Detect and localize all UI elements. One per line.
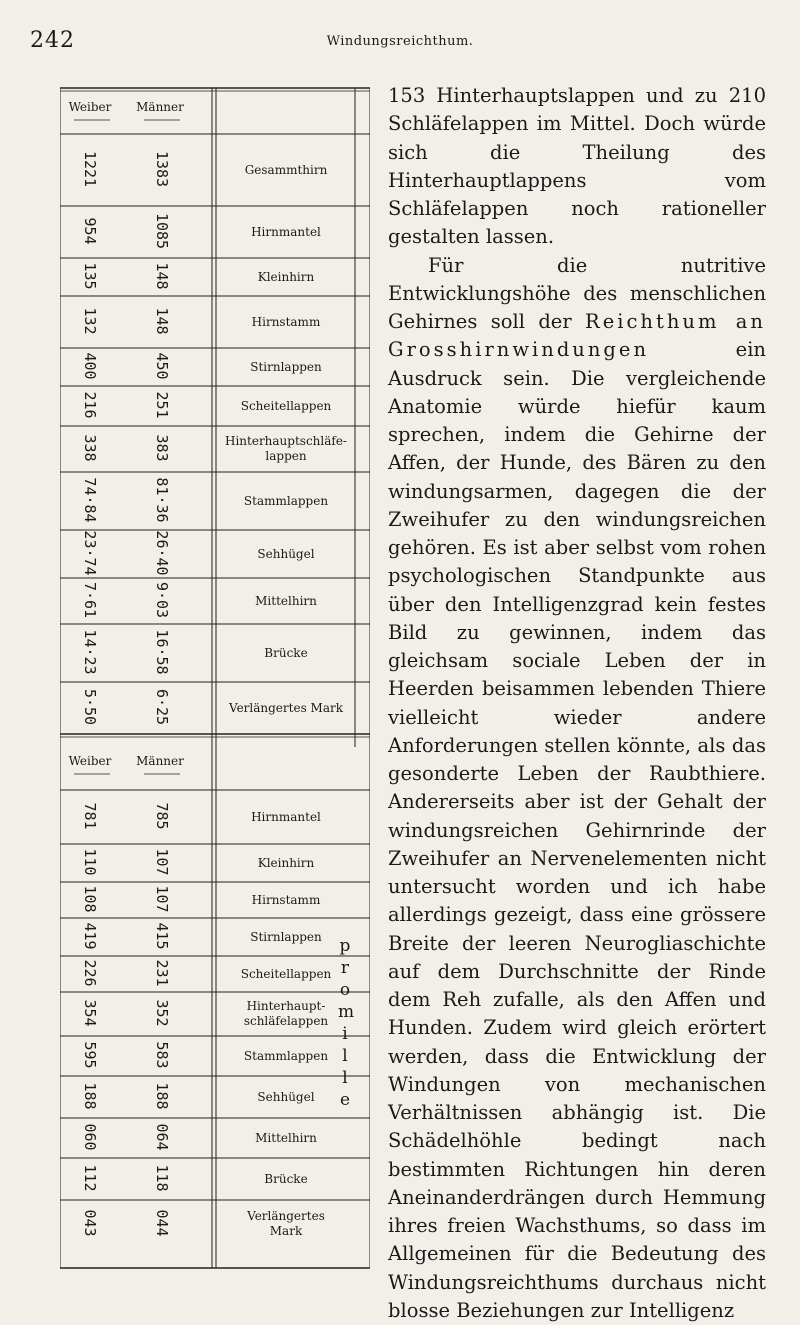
group2-cell-women: 188 <box>81 1064 99 1128</box>
group1-cell-women: 1221 <box>81 137 99 201</box>
group1-row-label: Verlängertes Mark <box>216 701 356 716</box>
group2-row-label: Stammlappen <box>216 1049 356 1064</box>
group1-row-label: Kleinhirn <box>216 270 356 285</box>
group1-row-label: Mittelhirn <box>216 594 356 609</box>
group2-cell-women: 354 <box>81 981 99 1045</box>
promille-vertical: p r o m i l l e <box>338 936 354 1110</box>
body-text <box>388 82 766 1325</box>
group1-row-label: Stammlappen <box>216 494 356 509</box>
group2-cell-men: 415 <box>153 904 171 968</box>
group1-cell-men: 148 <box>153 244 171 308</box>
group2-cell-men: 044 <box>153 1191 171 1255</box>
group1-cell-women: 14·23 <box>81 620 99 684</box>
group1-cell-men: 251 <box>153 373 171 437</box>
group2-cell-men: 231 <box>153 941 171 1005</box>
group1-cell-women: 23·74 <box>81 521 99 585</box>
group2-cell-women: 060 <box>81 1105 99 1169</box>
group1-row-label: Hirnmantel <box>216 225 356 240</box>
paragraph-2-start: Für die nutritive Entwicklungshöhe des menschlichen Gehirnes soll der <box>388 254 766 334</box>
group2-row-label: Hirnmantel <box>216 810 356 825</box>
group2-row-label: Hinterhaupt- schläfelappen <box>216 999 356 1029</box>
group1-cell-women: 132 <box>81 289 99 353</box>
group1-cell-men: 1383 <box>153 137 171 201</box>
group1-cell-women: 74·84 <box>81 468 99 532</box>
group2-cell-men: 107 <box>153 830 171 894</box>
group1-row-label: Hinterhauptschläfe- lappen <box>216 434 356 464</box>
group2-row-label: Brücke <box>216 1172 356 1187</box>
group2-cell-men: 064 <box>153 1105 171 1169</box>
group2-cell-women: 043 <box>81 1191 99 1255</box>
paragraph-2-rest: ein Ausdruck sein. Die vergleichende Anatomie würde hiefür kaum sprechen, indem die Gehirne der Affen, der Hunde, des Bären zu den windungsarmen, dagegen die der Zweihufer zu den windungsreichen gehören. Es ist aber selbst vom rohen psychologischen Standpunkte aus über den Intelligenzgrad kein festes Bild zu gewinnen, indem das gleichsam sociale Leben der in Heerden beisammen lebenden Thiere vielleicht wieder andere Anforderungen stellen könnte, als das gesonderte Leben der Raubthiere. Andererseits aber ist der Gehalt der windungsreichen Gehirnrinde der Zweihufer an Nervenelementen nicht untersucht worden und ich habe allerdings gezeigt, dass eine grössere Breite der leeren Neurogliaschichte auf dem Durchschnitte der Rinde dem Reh zufalle, als den Affen und Hunden. Zudem wird gleich erörtert werden, dass die Entwicklung der Windungen von mechanischen Verhältnissen abhängig ist. Die Schädelhöhle bedingt nach bestimmten Richtungen hin deren Aneinanderdrängen durch Hemmung ihres freien Wachsthums, so dass im Allgemeinen für die Bedeutung des Windungsreichthums durchaus nicht blosse Beziehungen zur Intelligenz <box>388 338 766 1322</box>
group1-cell-men: 148 <box>153 289 171 353</box>
group1-cell-women: 400 <box>81 334 99 398</box>
group2-cell-men: 352 <box>153 981 171 1045</box>
group2-cell-women: 781 <box>81 784 99 848</box>
paragraph-2 <box>388 252 766 1325</box>
group2-header-men: Männer <box>130 754 190 768</box>
group2-row-label: Verlängertes Mark <box>216 1209 356 1239</box>
group1-cell-men: 1085 <box>153 199 171 263</box>
group2-cell-women: 226 <box>81 941 99 1005</box>
promille-unit-label <box>338 935 352 1111</box>
brain-weight-table <box>60 82 370 1272</box>
group2-row-label: Sehhügel <box>216 1090 356 1105</box>
paragraph-2-spaced: Reichthum an Grosshirnwindungen <box>388 310 766 361</box>
group2-cell-women: 595 <box>81 1023 99 1087</box>
group2-row-label: Mittelhirn <box>216 1131 356 1146</box>
group1-cell-men: 9·03 <box>153 568 171 632</box>
group1-cell-women: 135 <box>81 244 99 308</box>
group2-cell-men: 785 <box>153 784 171 848</box>
group2-header-women: Weiber <box>60 754 120 768</box>
paragraph-1: 153 Hinterhauptslappen und zu 210 Schläfelappen im Mittel. Doch würde sich die Theilung des Hinterhauptlappens vom Schläfelappen noch rationeller gestalten lassen. <box>388 82 766 252</box>
group1-cell-women: 7·61 <box>81 568 99 632</box>
group1-row-label: Sehhügel <box>216 547 356 562</box>
group1-row-label: Hirnstamm <box>216 315 356 330</box>
group2-cell-women: 110 <box>81 830 99 894</box>
group2-cell-women: 108 <box>81 867 99 931</box>
group1-header-men: Männer <box>130 100 190 114</box>
group1-cell-men: 81·36 <box>153 468 171 532</box>
group1-cell-men: 6·25 <box>153 675 171 739</box>
group2-row-label: Kleinhirn <box>216 856 356 871</box>
group2-cell-men: 107 <box>153 867 171 931</box>
group1-cell-women: 954 <box>81 199 99 263</box>
page-number: 242 <box>30 28 75 53</box>
group1-cell-men: 16·58 <box>153 620 171 684</box>
group1-row-label: Scheitellappen <box>216 399 356 414</box>
group2-cell-men: 583 <box>153 1023 171 1087</box>
group1-cell-women: 5·50 <box>81 675 99 739</box>
group2-row-label: Scheitellappen <box>216 967 356 982</box>
group2-cell-women: 112 <box>81 1146 99 1210</box>
running-title: Windungsreichthum. <box>30 34 770 49</box>
page-header <box>30 28 770 58</box>
group1-cell-women: 338 <box>81 416 99 480</box>
group2-row-label: Hirnstamm <box>216 893 356 908</box>
group1-header-women: Weiber <box>60 100 120 114</box>
group1-row-label: Gesammthirn <box>216 163 356 178</box>
group1-row-label: Stirnlappen <box>216 360 356 375</box>
group1-row-label: Brücke <box>216 646 356 661</box>
group2-row-label: Stirnlappen <box>216 930 356 945</box>
group2-cell-women: 419 <box>81 904 99 968</box>
group2-cell-men: 188 <box>153 1064 171 1128</box>
group1-cell-men: 383 <box>153 416 171 480</box>
group1-cell-men: 26·40 <box>153 521 171 585</box>
group1-cell-women: 216 <box>81 373 99 437</box>
group1-cell-men: 450 <box>153 334 171 398</box>
group2-cell-men: 118 <box>153 1146 171 1210</box>
